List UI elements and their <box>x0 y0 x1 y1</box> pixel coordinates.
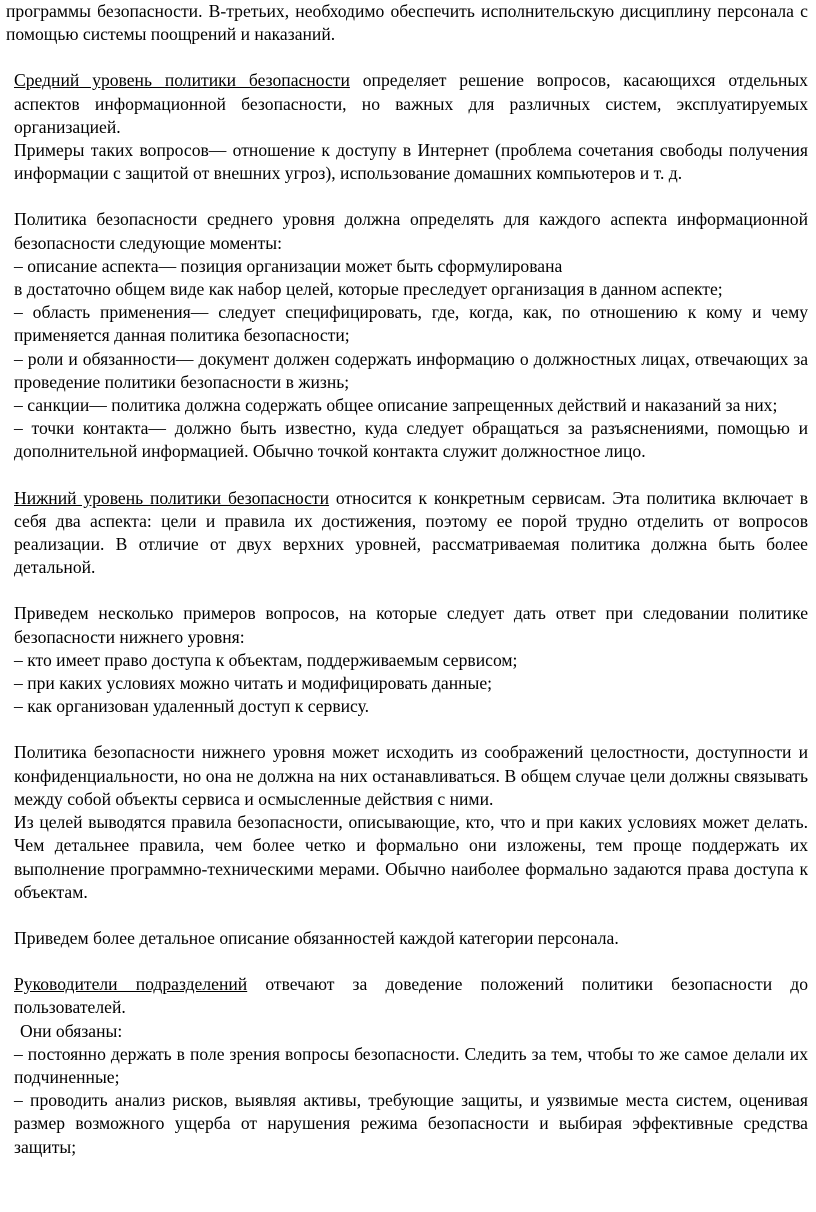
list-item: – роли и обязанности— документ должен содержать информацию о должностных лицах, отвечающих за проведение политики безопасности в жизнь; <box>14 348 808 392</box>
paragraph-mid-examples: Примеры таких вопросов— отношение к доступу в Интернет (проблема сочетания свободы получения информации с защитой от внешних угроз), использование домашних компьютеров и т. д. <box>14 140 808 184</box>
spacer <box>6 904 808 927</box>
spacer <box>6 464 808 487</box>
heads-heading: Руководители подразделений <box>14 974 248 995</box>
list-item: – область применения— следует специфицировать, где, когда, как, по отношению к кому и чему применяется данная политика безопасности; <box>14 302 808 346</box>
paragraph-low-examples-intro: Приведем несколько примеров вопросов, на которые следует дать ответ при следовании политике безопасности нижнего уровня: <box>14 603 808 647</box>
paragraph-mid-policy-intro: Политика безопасности среднего уровня должна определять для каждого аспекта информационной безопасности следующие моменты: <box>14 209 808 253</box>
low-level-heading: Нижний уровень политики безопасности <box>14 487 330 508</box>
heads-text: отвечают за доведение положений политики безопасности до пользователей. <box>14 974 808 1018</box>
list-item: – постоянно держать в поле зрения вопросы безопасности. Следить за тем, чтобы то же самое делали их подчиненные; <box>14 1043 808 1087</box>
spacer <box>6 185 808 208</box>
spacer <box>6 718 808 741</box>
list-item: – точки контакта— должно быть известно, куда следует обращаться за разъяснениями, помощью и дополнительной информацией. Обычно точкой контакта служит должностное лицо. <box>14 418 808 462</box>
spacer <box>6 950 808 973</box>
paragraph-mid-level <box>6 69 808 139</box>
spacer <box>6 46 808 69</box>
paragraph-obliged: Они обязаны: <box>20 1020 123 1041</box>
paragraph-staff-intro: Приведем более детальное описание обязанностей каждой категории персонала. <box>14 927 619 948</box>
list-item: – кто имеет право доступа к объектам, поддерживаемым сервисом; <box>14 649 518 670</box>
list-item: – при каких условиях можно читать и модифицировать данные; <box>14 673 493 694</box>
list-item: – описание аспекта— позиция организации может быть сформулирована <box>14 255 563 276</box>
paragraph-discipline: программы безопасности. В-третьих, необходимо обеспечить исполнительскую дисциплину персонала с помощью системы поощрений и наказаний. <box>6 1 808 45</box>
list-item: – как организован удаленный доступ к сервису. <box>14 696 370 717</box>
list-item: – санкции— политика должна содержать общее описание запрещенных действий и наказаний за них; <box>14 395 778 416</box>
list-item: – проводить анализ рисков, выявляя активы, требующие защиты, и уязвимые места систем, оценивая размер возможного ущерба от нарушения режима безопасности и выбирая эффективные средства защиты; <box>14 1090 808 1157</box>
paragraph-low-policy: Политика безопасности нижнего уровня может исходить из соображений целостности, доступности и конфиденциальности, но она не должна на них останавливаться. В общем случае цели должны связывать между собой объекты сервиса и осмысленные действия с ними. <box>14 742 808 809</box>
mid-level-text: определяет решение вопросов, касающихся отдельных аспектов информационной безопасности, но важных для различных систем, эксплуатируемых организацией. <box>14 70 808 137</box>
paragraph-heads <box>6 973 808 1019</box>
mid-level-heading: Средний уровень политики безопасности <box>14 70 350 91</box>
paragraph-low-level <box>6 487 808 580</box>
low-level-text: относится к конкретным сервисам. Эта политика включает в себя два аспекта: цели и правила их достижения, поэтому ее порой трудно отделить от вопросов реализации. В отличие от двух верхних уровней, рассматриваемая политика должна быть более детальной. <box>14 487 808 578</box>
list-item: в достаточно общем виде как набор целей, которые преследует организация в данном аспекте; <box>14 279 723 300</box>
paragraph-low-rules: Из целей выводятся правила безопасности, описывающие, кто, что и при каких условиях может делать. Чем детальнее правила, чем более четко и формально они изложены, тем проще поддержать их выполнение программно-техническими мерами. Обычно наиболее формально задаются права доступа к объектам. <box>14 812 808 902</box>
spacer <box>6 579 808 602</box>
